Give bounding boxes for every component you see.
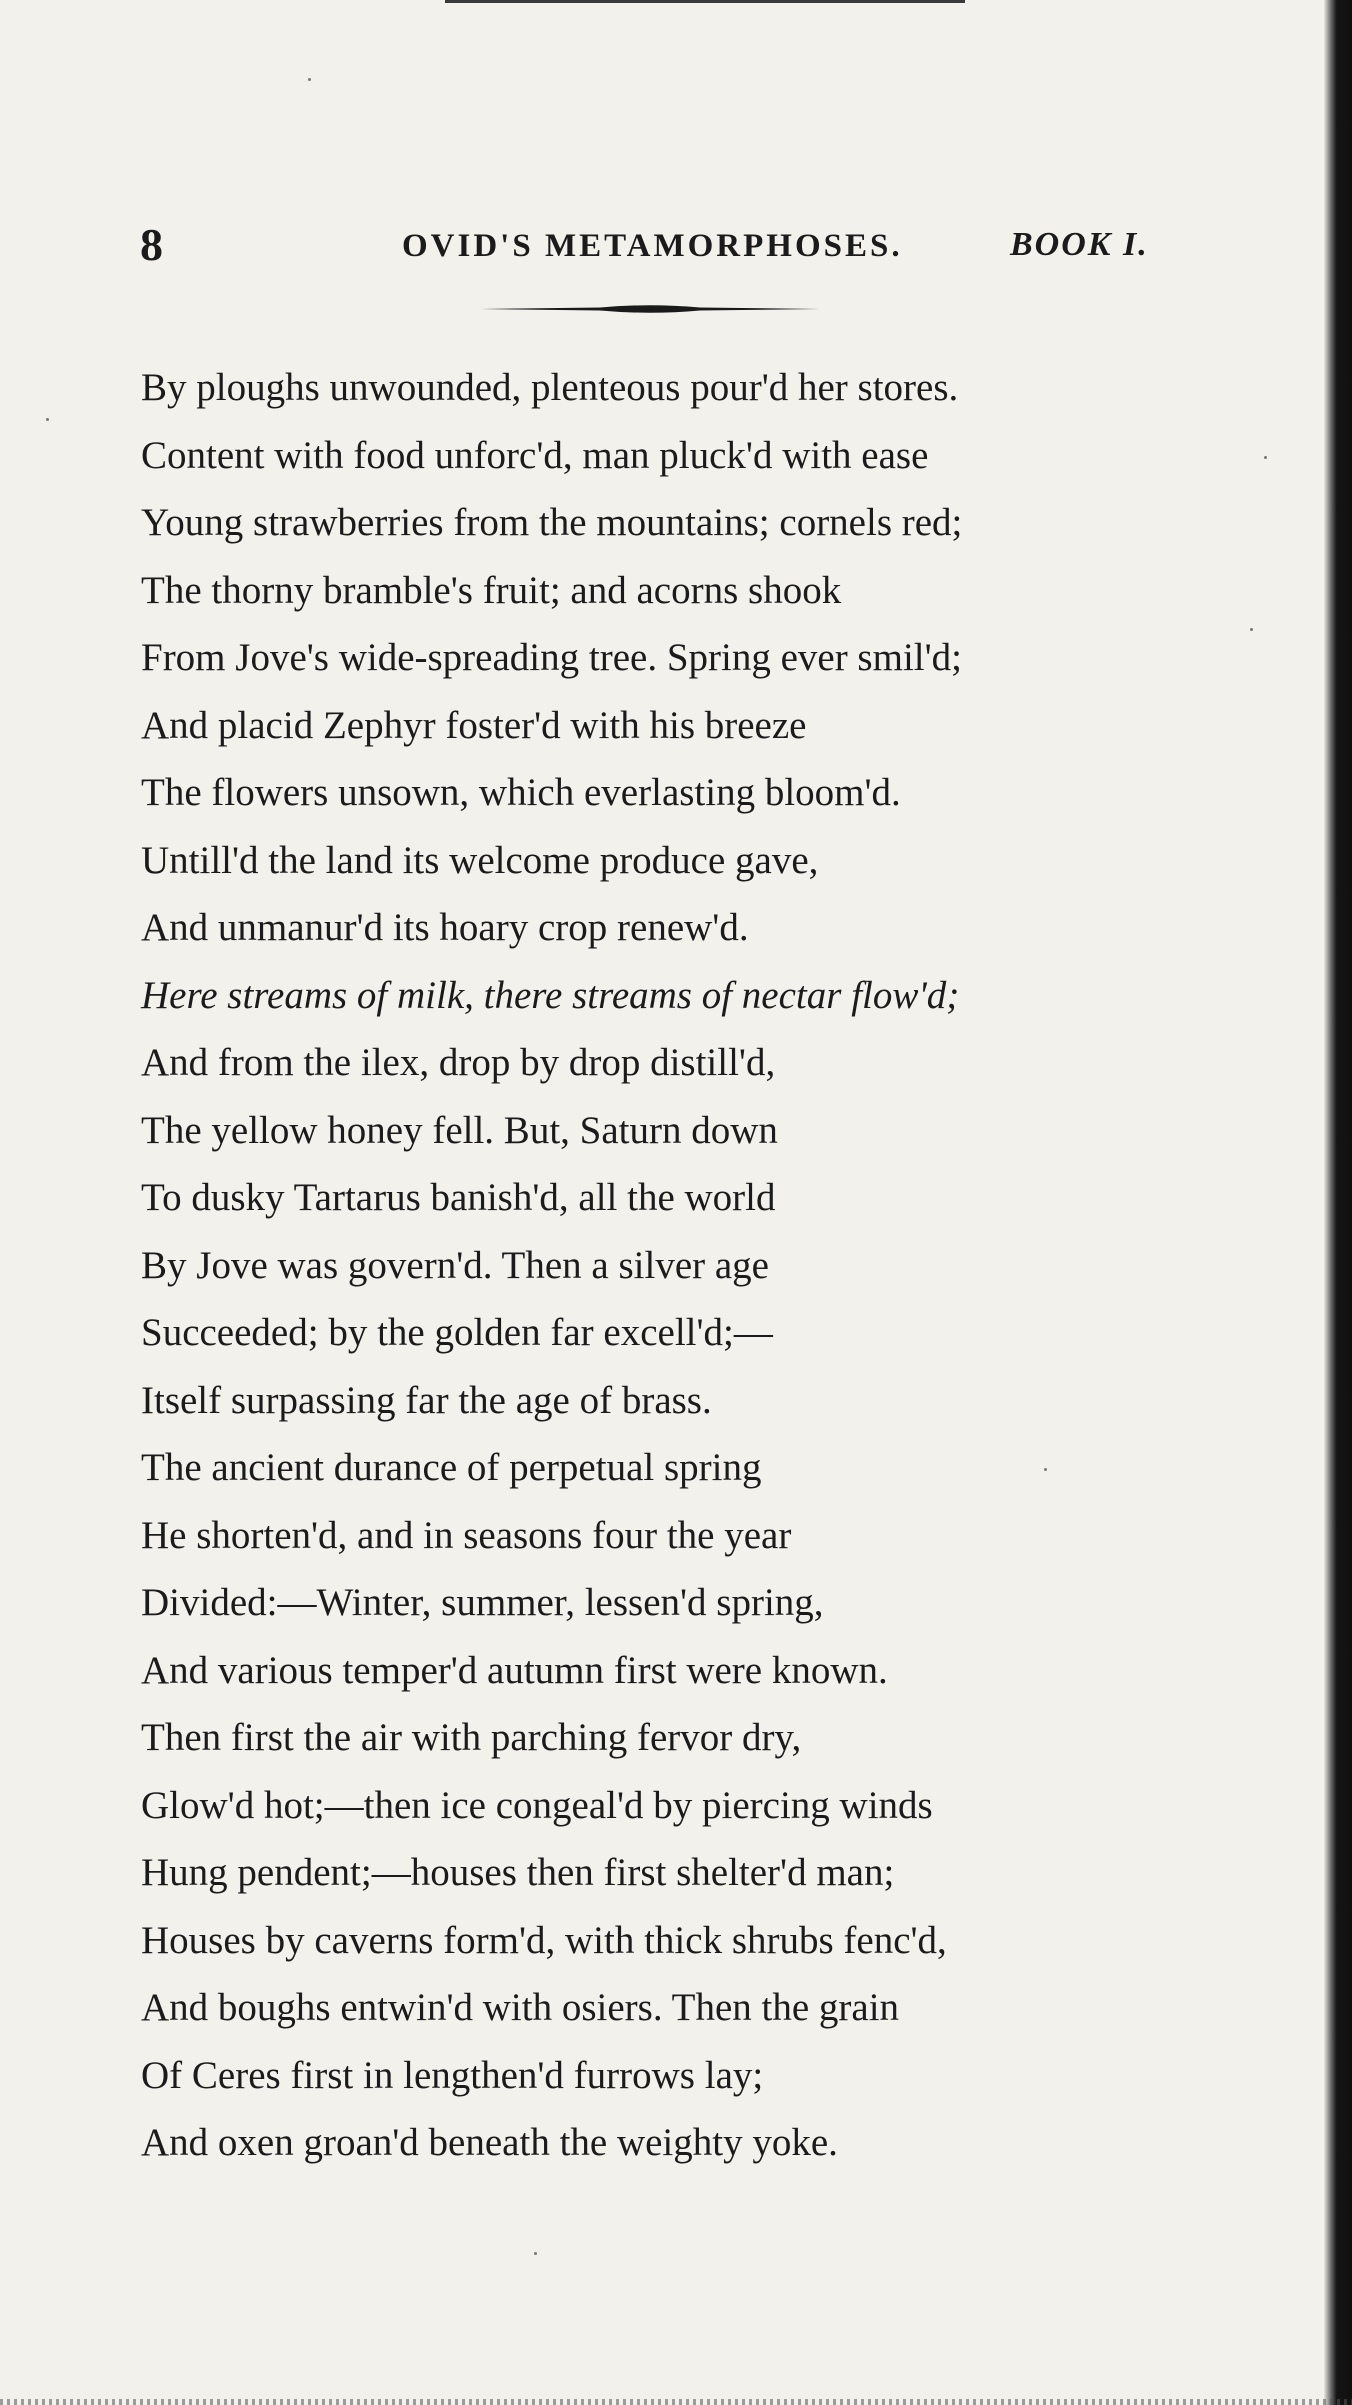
paper-speck (1250, 628, 1253, 631)
paper-speck (1264, 456, 1267, 459)
poem-line: The yellow honey fell. But, Saturn down (141, 1108, 778, 1152)
running-header (140, 218, 1160, 278)
bottom-edge (0, 2399, 1352, 2405)
paper-speck (308, 78, 311, 81)
poem-line: And boughs entwin'd with osiers. Then the grain (141, 1986, 900, 2029)
running-title: OVID'S METAMORPHOSES. (402, 228, 903, 264)
poem-line: Young strawberries from the mountains; cornels red; (141, 501, 963, 544)
poem-line: By Jove was govern'd. Then a silver age (141, 1243, 769, 1287)
poem-line: Succeeded; by the golden far excell'd;— (141, 1311, 773, 1354)
poem-line: Here streams of milk, there streams of nectar flow'd; (141, 973, 960, 1017)
poem-line: And placid Zephyr foster'd with his breeze (141, 703, 807, 747)
poem-line: And unmanur'd its hoary crop renew'd. (141, 906, 749, 949)
book-label: BOOK I. (1010, 226, 1149, 263)
page-edge-shadow (1324, 0, 1352, 2405)
poem-line: Content with food unforc'd, man pluck'd with ease (141, 433, 929, 477)
poem-line: The thorny bramble's fruit; and acorns shook (141, 568, 842, 612)
poem-line: Glow'd hot;—then ice congeal'd by piercing winds (141, 1783, 933, 1827)
poem-line: Hung pendent;—houses then first shelter'd man; (141, 1851, 895, 1894)
poem-line: And various temper'd autumn first were known. (141, 1648, 888, 1692)
paper-speck (46, 418, 49, 421)
poem-line: From Jove's wide-spreading tree. Spring ever smil'd; (141, 636, 962, 679)
poem-line: Houses by caverns form'd, with thick shrubs fenc'd, (141, 1918, 947, 1962)
top-rule (445, 0, 965, 3)
poem-line: Then first the air with parching fervor dry, (141, 1716, 802, 1759)
poem-line: The ancient durance of perpetual spring (141, 1446, 762, 1489)
paper-speck (1044, 1468, 1047, 1471)
page-number: 8 (140, 219, 163, 270)
poem-line: Of Ceres first in lengthen'd furrows lay; (141, 2053, 764, 2097)
poem-line: Untill'd the land its welcome produce gave, (141, 838, 819, 882)
header-ornament (480, 303, 820, 315)
poem-line: The flowers unsown, which everlasting bloom'd. (141, 771, 901, 814)
poem-line: Divided:—Winter, summer, lessen'd spring, (141, 1581, 824, 1624)
paper-speck (534, 2252, 537, 2255)
poem-line: To dusky Tartarus banish'd, all the world (141, 1176, 776, 1219)
poem-line: By ploughs unwounded, plenteous pour'd her stores. (141, 366, 959, 409)
poem-text (141, 354, 1141, 2177)
poem-line: And from the ilex, drop by drop distill'd, (141, 1041, 776, 1084)
poem-line: Itself surpassing far the age of brass. (141, 1378, 712, 1422)
poem-line: He shorten'd, and in seasons four the year (141, 1513, 792, 1557)
poem-line: And oxen groan'd beneath the weighty yoke. (141, 2121, 838, 2164)
